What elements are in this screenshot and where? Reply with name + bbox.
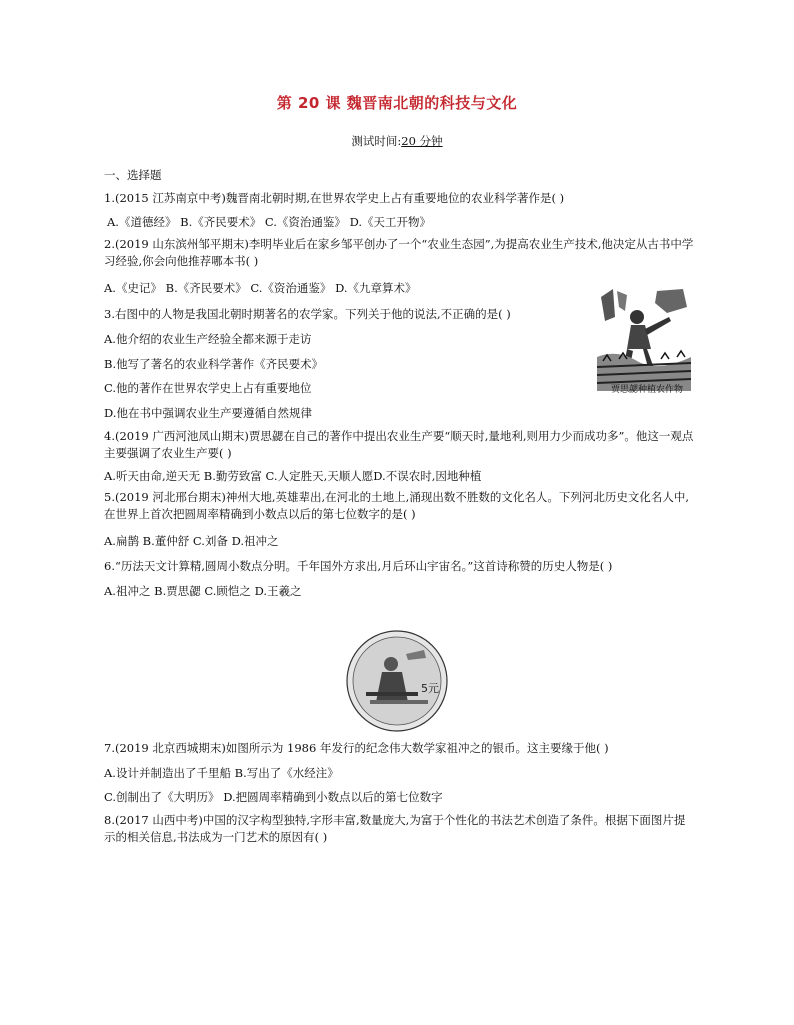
- page-title: 第 20 课 魏晋南北朝的科技与文化: [276, 94, 518, 112]
- q7-options-ab: A.设计并制造出了千里船 B.写出了《水经注》: [104, 766, 339, 780]
- q4-options: A.听天由命,逆天无 B.勤劳致富 C.人定胜天,天顺人愿D.不误农时,因地种植: [104, 469, 482, 483]
- q3-stem: 3.右图中的人物是我国北朝时期著名的农学家。下列关于他的说法,不正确的是( ): [104, 307, 511, 321]
- q6-stem: 6.“历法天文计算精,圆周小数点分明。千年国外方求出,月后环山宇宙名。”这首诗称赞的历史人物是( ): [104, 559, 613, 573]
- figure-caption: 贾思勰种植农作物: [610, 385, 683, 395]
- q7-stem: 7.(2019 北京西城期末)如图所示为 1986 年发行的纪念伟大数学家祖冲之的银币。这主要缘于他( ): [104, 741, 609, 755]
- q3-option-c: C.他的著作在世界农学史上占有重要地位: [104, 381, 312, 395]
- q2-options: A.《史记》 B.《齐民要术》 C.《资治通鉴》 D.《九章算术》: [104, 281, 417, 295]
- q8-stem: 8.(2017 山西中考)中国的汉字构型独特,字形丰富,数量庞大,为富于个性化的书法艺术创造了条件。根据下面图片提示的相关信息,书法成为一门艺术的原因有( ): [104, 813, 686, 844]
- q3-option-d: D.他在书中强调农业生产要遵循自然规律: [104, 406, 312, 420]
- q5-options: A.扁鹊 B.董仲舒 C.刘备 D.祖冲之: [104, 534, 279, 548]
- q7-options-cd: C.创制出了《大明历》 D.把圆周率精确到小数点以后的第七位数字: [104, 790, 443, 804]
- q1-stem: 1.(2015 江苏南京中考)魏晋南北朝时期,在世界农学史上占有重要地位的农业科学著作是( ): [104, 191, 565, 205]
- section-heading: 一、选择题: [104, 168, 162, 182]
- q2-stem: 2.(2019 山东滨州邹平期末)李明毕业后在家乡邹平创办了一个“农业生态园”,为提高农业生产技术,他决定从古书中学习经验,你会向他推荐哪本书( ): [104, 237, 694, 268]
- coin-value: 5元: [421, 682, 439, 695]
- test-time: [0, 133, 794, 149]
- q5-stem: 5.(2019 河北邢台期末)神州大地,英雄辈出,在河北的土地上,涌现出数不胜数的文化名人。下列河北历史文化名人中,在世界上首次把圆周率精确到小数点以后的第七位数字的是( ): [104, 490, 689, 521]
- q4-stem: 4.(2019 广西河池凤山期末)贾思勰在自己的著作中提出农业生产要“顺天时,量地利,则用力少而成功多”。他这一观点主要强调了农业生产要( ): [104, 429, 694, 460]
- coin-image: [346, 630, 448, 732]
- test-time-label: 测试时间:: [351, 134, 402, 148]
- test-time-value: 20 分钟: [401, 134, 443, 148]
- q3-option-b: B.他写了著名的农业科学著作《齐民要术》: [104, 357, 324, 371]
- q3-option-a: A.他介绍的农业生产经验全都来源于走访: [104, 332, 312, 346]
- q1-options: A.《道德经》 B.《齐民要术》 C.《资治通鉴》 D.《天工开物》: [107, 215, 432, 229]
- q6-options: A.祖冲之 B.贾思勰 C.顾恺之 D.王羲之: [104, 584, 302, 598]
